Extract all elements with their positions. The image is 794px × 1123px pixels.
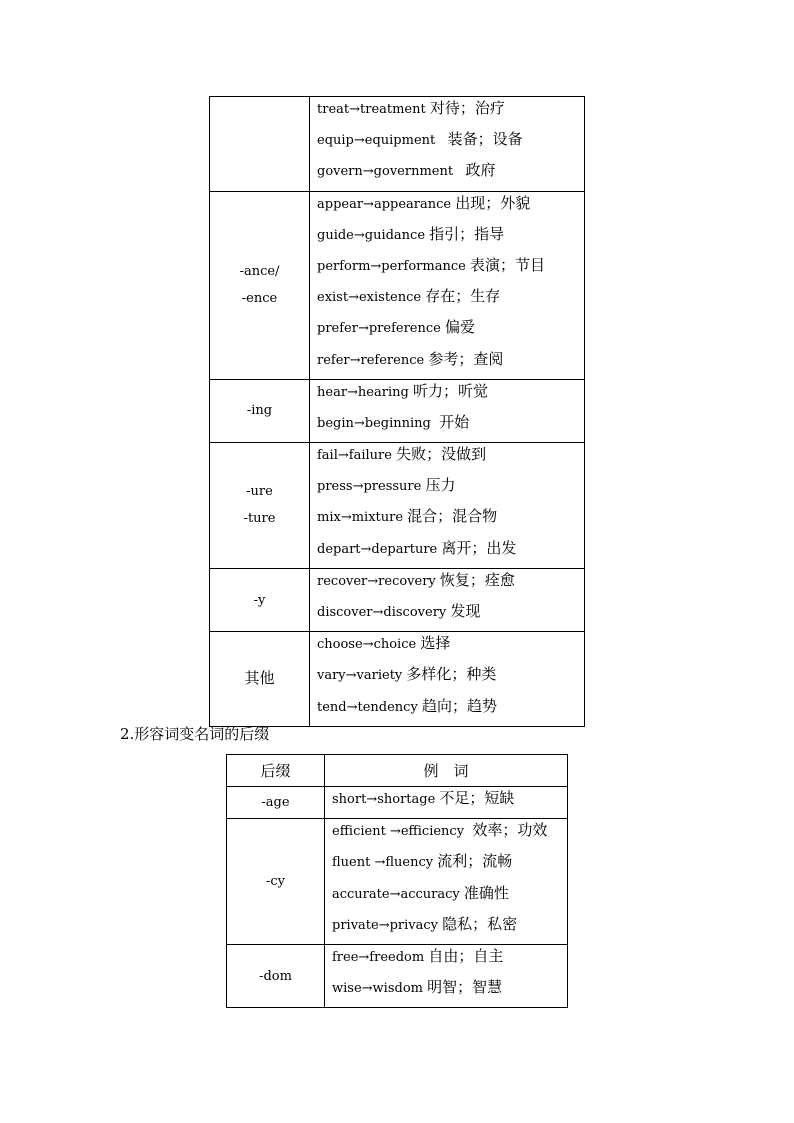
example-line — [317, 600, 584, 631]
suffix-cell — [227, 787, 325, 819]
example-chinese: 表演；节目 — [469, 255, 545, 274]
suffix-text: -ure — [246, 484, 273, 500]
suffix-cell — [210, 379, 310, 442]
example-chinese: 政府 — [465, 161, 496, 180]
header-suffix: 后缀 — [227, 755, 325, 787]
example-chinese: 准确性 — [463, 883, 509, 902]
example-chinese: 压力 — [425, 476, 456, 495]
example-chinese: 参考；查阅 — [428, 349, 504, 368]
example-line — [332, 850, 567, 881]
example-line — [317, 316, 584, 347]
examples-cell — [325, 819, 568, 945]
table-row — [210, 568, 585, 631]
example-line — [317, 223, 584, 254]
example-english: choose→choice — [317, 637, 421, 653]
table2-body — [227, 787, 568, 1008]
examples-cell — [310, 443, 585, 569]
suffix-text: -dom — [259, 968, 292, 984]
examples-cell — [310, 191, 585, 379]
suffix-text: -cy — [265, 874, 286, 890]
examples-cell — [310, 379, 585, 442]
suffix-cell — [210, 443, 310, 569]
example-line — [332, 882, 567, 913]
example-line — [317, 348, 584, 379]
suffix-cell — [227, 944, 325, 1007]
example-line — [317, 505, 584, 536]
example-english: vary→variety — [317, 668, 407, 684]
suffix-text: -ing — [246, 403, 273, 419]
example-line — [317, 380, 584, 411]
example-english: recover→recovery — [317, 573, 440, 589]
examples-cell — [310, 632, 585, 727]
suffix-text: 其他 — [244, 669, 275, 688]
section-heading-adjective-to-noun: 2.形容词变名词的后缀 — [120, 725, 270, 743]
example-chinese: 不足；短缺 — [439, 789, 515, 807]
example-line — [317, 695, 584, 726]
example-english: appear→appearance — [317, 196, 456, 212]
example-line — [317, 632, 584, 663]
example-chinese: 多样化；种类 — [406, 665, 497, 684]
example-english: perform→performance — [317, 258, 470, 274]
example-chinese: 失败；没做到 — [396, 445, 487, 464]
example-line — [332, 787, 567, 818]
suffix-text: -ence — [241, 291, 278, 307]
noun-suffix-table-verb — [209, 96, 585, 727]
example-english: press→pressure — [317, 479, 426, 495]
table-row — [210, 191, 585, 379]
example-line — [317, 128, 584, 159]
example-line — [317, 443, 584, 474]
suffix-cell — [227, 819, 325, 945]
table-row — [210, 97, 585, 192]
example-line — [332, 819, 567, 850]
example-chinese: 效率；功效 — [472, 821, 548, 840]
example-english: private→privacy — [332, 917, 443, 933]
example-english: refer→reference — [317, 352, 429, 368]
example-line — [332, 913, 567, 944]
example-english: guide→guidance — [317, 227, 430, 243]
example-line — [317, 159, 584, 190]
example-line — [317, 569, 584, 600]
example-chinese: 离开；出发 — [441, 538, 517, 557]
example-english: fail→failure — [317, 448, 397, 464]
example-line — [317, 254, 584, 285]
example-english: efficient →efficiency — [332, 824, 473, 840]
example-line — [317, 97, 584, 128]
suffix-cell — [210, 568, 310, 631]
table1-body — [210, 97, 585, 727]
example-english: exist→existence — [317, 290, 426, 306]
example-chinese: 听力；听觉 — [412, 381, 488, 400]
example-english: free→freedom — [332, 949, 429, 965]
example-chinese: 混合；混合物 — [407, 507, 498, 526]
table2-header — [227, 755, 568, 787]
example-chinese: 开始 — [439, 412, 470, 431]
example-english: wise→wisdom — [332, 981, 428, 997]
noun-suffix-table-adjective — [226, 754, 568, 1008]
suffix-text: -y — [253, 592, 266, 608]
example-english: discover→discovery — [317, 605, 451, 620]
example-chinese: 对待；治疗 — [429, 99, 505, 117]
table-row — [210, 379, 585, 442]
suffix-cell — [210, 191, 310, 379]
examples-cell — [310, 568, 585, 631]
example-english: tend→tendency — [317, 699, 422, 715]
example-chinese: 发现 — [450, 602, 481, 620]
example-english: short→shortage — [332, 792, 440, 807]
suffix-cell — [210, 97, 310, 192]
table-row — [227, 819, 568, 945]
example-line — [332, 945, 567, 976]
example-chinese: 自由；自主 — [428, 946, 504, 965]
example-english: begin→beginning — [317, 415, 440, 431]
table-row — [210, 443, 585, 569]
suffix-text: -ture — [243, 511, 276, 527]
example-english: prefer→preference — [317, 321, 445, 337]
example-chinese: 选择 — [420, 634, 451, 653]
example-english: govern→government — [317, 164, 466, 180]
example-chinese: 趋向；趋势 — [421, 696, 497, 715]
example-line — [317, 474, 584, 505]
example-chinese: 流利；流畅 — [437, 852, 513, 871]
example-english: hear→hearing — [317, 384, 413, 400]
example-english: treat→treatment — [317, 102, 430, 117]
example-line — [317, 663, 584, 694]
suffix-cell — [210, 632, 310, 727]
examples-cell — [325, 787, 568, 819]
suffix-text: -ance/ — [239, 264, 280, 280]
example-chinese: 隐私；私密 — [442, 914, 518, 933]
header-examples: 例 词 — [325, 755, 568, 787]
example-chinese: 装备；设备 — [447, 130, 523, 149]
examples-cell — [310, 97, 585, 192]
suffix-text: -age — [261, 795, 290, 811]
example-english: accurate→accuracy — [332, 886, 464, 902]
example-chinese: 偏爱 — [444, 318, 475, 337]
examples-cell — [325, 944, 568, 1007]
example-english: fluent →fluency — [332, 855, 438, 871]
table-row — [227, 944, 568, 1007]
table-row — [210, 632, 585, 727]
example-chinese: 出现；外貌 — [455, 193, 531, 212]
example-english: mix→mixture — [317, 510, 408, 526]
example-chinese: 恢复；痊愈 — [439, 570, 515, 589]
table-header-row — [227, 755, 568, 787]
example-line — [317, 285, 584, 316]
example-english: depart→departure — [317, 541, 442, 557]
example-line — [317, 192, 584, 223]
table-row — [227, 787, 568, 819]
example-chinese: 存在；生存 — [425, 287, 501, 306]
example-english: equip→equipment — [317, 133, 448, 149]
example-chinese: 指引；指导 — [429, 224, 505, 243]
example-line — [332, 976, 567, 1007]
example-line — [317, 411, 584, 442]
example-line — [317, 537, 584, 568]
example-chinese: 明智；智慧 — [427, 978, 503, 997]
